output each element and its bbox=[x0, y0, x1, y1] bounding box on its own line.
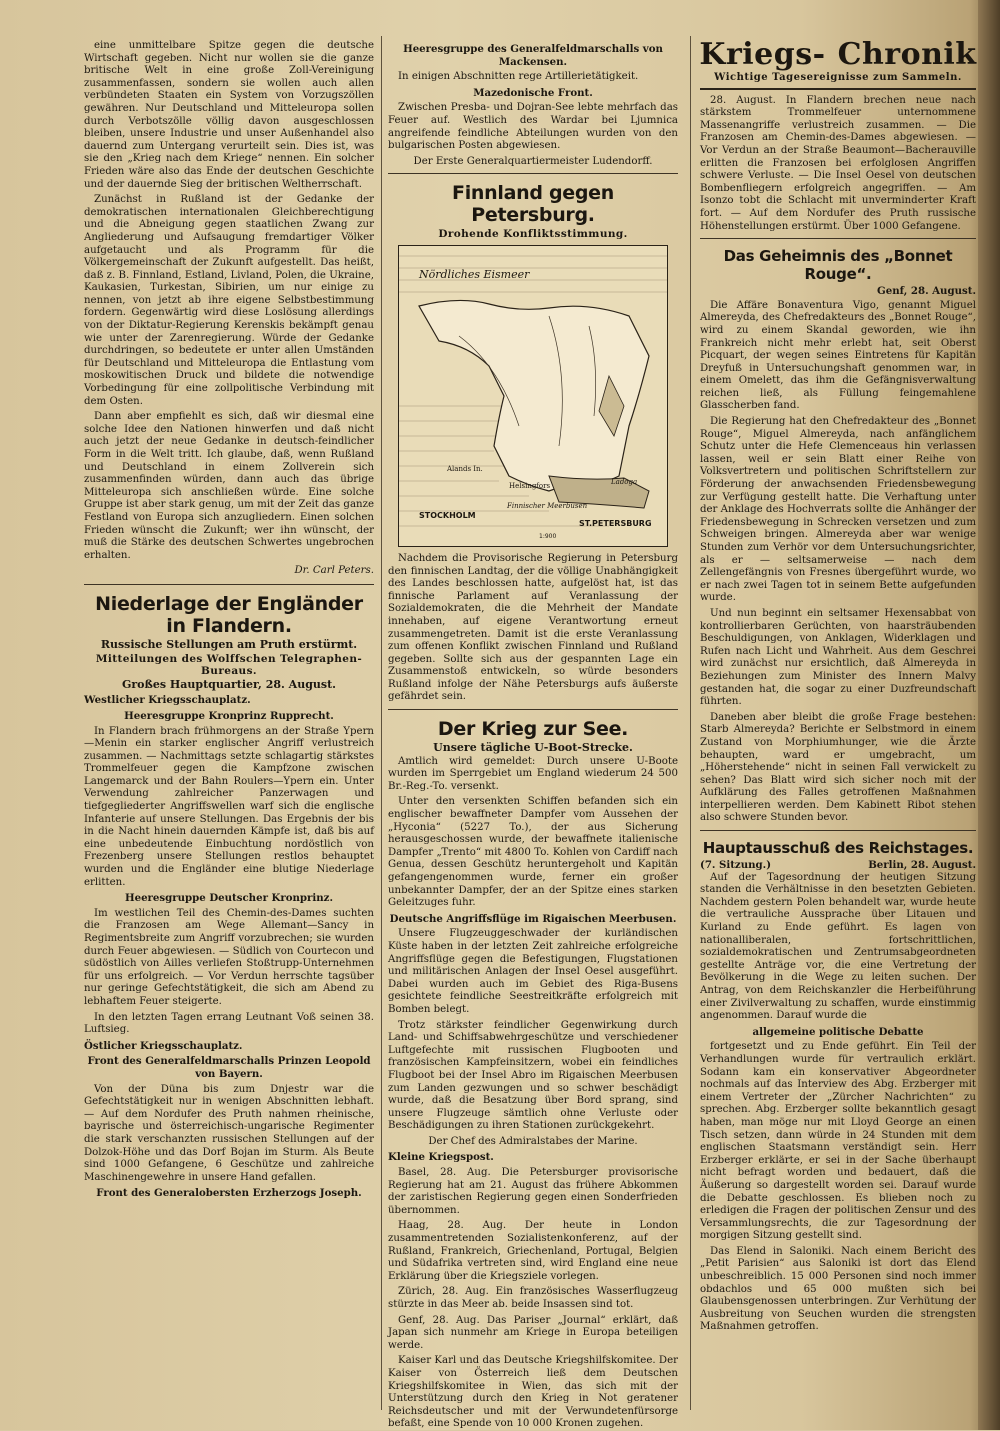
subheadline: Unsere tägliche U-Boot-Strecke. bbox=[433, 741, 633, 755]
news-item: Haag, 28. Aug. Der heute in London zusammentretenden Sozialistenkonferenz, auf der Rußland, Frankreich, Griechenland, Portugal, Belgien und Südafrika vertreten sind, wird England eine neue Erklärung über die Kriegsziele vorlegen. bbox=[388, 1220, 678, 1282]
group-head: Front des Generalfeldmarschalls Prinzen Leopold von Bayern. bbox=[87, 1055, 371, 1080]
headline-finnland: Finnland gegen Petersburg. bbox=[452, 182, 614, 227]
group-head: Deutsche Angriffsflüge im Rigaischen Meerbusen. bbox=[389, 912, 677, 925]
article-paragraph: Zwischen Presba- und Dojran-See lebte mehrfach das Feuer auf. Westlich des Wardar bei Ljumnica angreifende feindliche Abteilungen wurden von den bulgarischen Posten abgewiesen. bbox=[388, 102, 678, 152]
column-rule bbox=[690, 36, 691, 1410]
news-item: Zürich, 28. Aug. Ein französisches Wasserflugzeug stürzte in das Meer ab. beide Insassen sind tot. bbox=[388, 1286, 678, 1310]
dateline: Berlin, 28. August. bbox=[868, 859, 976, 872]
news-item: Das Elend in Saloniki. Nach einem Bericht des „Petit Parisien“ aus Saloniki ist dort das Elend unbeschreiblich. 15 000 Personen sind noch immer obdachlos und 65 000 mußten sich bei Glaubensgenossen unterbringen. Zur Verhütung der Ausbreitung von Seuchen wurden die strengsten Maßnahmen getroffen. bbox=[700, 1245, 976, 1333]
chronik-entry: 28. August. In Flandern brechen neue nach stärkstem Trommelfeuer unternommene Massenangriffe verlustreich zusammen. — Die Franzosen am Chemin-des-Dames abgewiesen. — Vor Verdun an der Straße Beaumont—Bacherauville erlitten die Franzosen bei erfolglosen Angriffen schwere Verluste. — Die Insel Oesel von deutschen Bombenfliegern erfolgreich angegriffen. — Am Isonzo tobt die Schlacht mit unverminderter Kraft fort. — Auf dem Nordufer des Pruth russische Höhenstellungen erstürmt. Über 1000 Gefangene. bbox=[700, 94, 976, 232]
article-paragraph: Auf der Tagesordnung der heutigen Sitzung standen die Verhältnisse in den besetzten Gebieten. Nachdem gestern Polen behandelt war, wurde heute die vertrauliche Aussprache über Litauen und Kurland zu Ende geführt. Es lagen von nationalliberalen, fortschrittlichen, sozialdemokratischen und Zentrumsabgeordneten gestellte Anträge vor, die eine Vertretung der Bevölkerung in die Wege zu leiten suchen. Der Antrag, von dem Reichskanzler die Herbeiführung einer Zivilverwaltung zu schaffen, wurde einstimmig angenommen. Darauf wurde die bbox=[700, 871, 976, 1022]
map-label-aland: Alands In. bbox=[447, 464, 483, 473]
group-head: Front des Generalobersten Erzherzogs Joseph. bbox=[96, 1187, 362, 1200]
column-middle bbox=[388, 40, 678, 1430]
article-paragraph: Unter den versenkten Schiffen befanden sich ein englischer bewaffneter Dampfer vom Aussehen der „Hyconia“ (5227 To.), der aus Sicherung herausgeschossen wurde, der bewaffnete italienische Dampfer „Trento“ mit 4800 To. Kohlen von Cardiff nach Genua, dessen Geschütz heruntergeholt und Kapitän gefangengenommen wurde, ferner ein großer unbekannter Dampfer, der an der Spitze eines starken Geleitzuges fuhr. bbox=[388, 796, 678, 909]
masthead-tagline: Wichtige Tagesereignisse zum Sammeln. bbox=[700, 72, 976, 90]
news-item: Basel, 28. Aug. Die Petersburger provisorische Regierung hat am 21. August das frühere Abkommen der zaristischen Regierung gegen einen Sonderfrieden übernommen. bbox=[388, 1167, 678, 1216]
article-paragraph: Und nun beginnt ein seltsamer Hexensabbat von kontrollierbaren Gerüchten, von haarsträubenden Beschuldigungen, von Anklagen, Widerklagen und Rufen nach Licht und Wahrheit. Aus dem Geschrei wird zunächst nur ersichtlich, daß Almereyda in Beziehungen zum Minister des Innern Malvy gestanden hat, die sogar zu einer Duzfreundschaft führten. bbox=[700, 607, 976, 708]
section-head: Kleine Kriegspost. bbox=[388, 1151, 494, 1164]
article-paragraph: Nachdem die Provisorische Regierung in Petersburg den finnischen Landtag, der die völlige Unabhängigkeit des Landes beschlossen hatte, aufgelöst hat, ist das finnische Parlament auf Veranlassung der Sozialdemokraten, die die Mehrheit der Mandate innehaben, auf eigene Verantwortung erneut zusammengetreten. Damit ist die erste Veranlassung zum offenen Konflikt zwischen Finnland und Rußland gegeben. Sollte sich aus der gespannten Lage ein Zusammenstoß entwickeln, so würde besonders Rußland infolge der Nähe Petersburgs aufs äußerste gefährdet sein. bbox=[388, 552, 678, 703]
author-signature: Dr. Carl Peters. bbox=[294, 565, 374, 577]
article-paragraph: Zunächst in Rußland ist der Gedanke der demokratischen internationalen Gleichberechtigung und die Abneigung gegen staatlichen Zwang zur Angliederung und Aufsaugung fremdartiger Völker aufgetaucht und als Programm für die Völkergemeinschaft der Zukunft aufgestellt. Das heißt, daß z. B. Finnland, Estland, Livland, Polen, die Ukraine, Kaukasien, Turkestan, Sibirien, um nur einige zu nennen, von jetzt ab ihre eigene Selbstbestimmung fordern. Gegenwärtig wird diese Loslösung allerdings von der Diktatur-Regierung Kerenskis bekämpft genau wie unter der Zarenregierung. Würde der Gedanke durchdringen, so bedeutete er unter allen Umständen für Deutschland und Mitteleuropa die Entlastung vom moskowitischen Druck und bildete die notwendige Vorbedingung für eine zollpolitische Verbindung mit dem Osten. bbox=[84, 194, 374, 407]
map-scale: 1:900 bbox=[539, 532, 557, 540]
column-rule bbox=[381, 36, 382, 1410]
column-left bbox=[84, 40, 374, 1412]
article-paragraph: Im westlichen Teil des Chemin-des-Dames suchten die Franzosen am Wege Allemant—Sancy in Regimentsbreite zum Angriff vorzubrechen; sie wurden durch Feuer abgewiesen. — Südlich von Courtecon und südöstlich von Ailles verliefen Stoßtrupp-Unternehmen für uns erfolgreich. — Vor Verdun herrschte tagsüber nur geringe Gefechtstätigkeit, die sich am Abend zu lebhaftem Feuer steigerte. bbox=[84, 907, 374, 1007]
article-paragraph: In den letzten Tagen errang Leutnant Voß seinen 38. Luftsieg. bbox=[84, 1011, 374, 1036]
article-paragraph: Die Regierung hat den Chefredakteur des „Bonnet Rouge“, Miguel Almereyda, nach anfänglichem Schutz unter die Hefe Clemenceaus hin verlassen lassen, weil er sein Blatt einer Reihe von Volksvertretern und politischen Schriftstellern zur Förderung der anwachsenden Friedensbewegung zur Verfügung gestellt hatte. Die Verhaftung unter der Anklage des Hochverrats sollte die Anhänger der Friedensbewegung in Schrecken versetzen und zum Schweigen bringen. Almereyda aber war wenige Stunden zum Verhör vor dem Untersuchungsrichter, als er — seltsamerweise — nach dem Zellengefängnis von Fresnes übergeführt wurde, wo er nach zwei Tagen tot in seinem Bette aufgefunden wurde. bbox=[700, 416, 976, 604]
session-number: (7. Sitzung.) bbox=[700, 859, 772, 872]
article-paragraph: Dann aber empfiehlt es sich, daß wir diesmal eine solche Idee den Nationen hinwerfen und daß nicht auch jetzt der neue Gedanke in deutsch-feindlicher Form in die Welt tritt. Ich glaube, daß, wenn Rußland und Deutschland in einem Zollverein sich zusammenfinden würden, dann auch das übrige Mitteleuropa sich anschließen würde. Eine solche Gruppe ist aber stark genug, um mit der Zeit das ganze Festland von Europa sich anzugliedern. Einen solchen Frieden wünscht die Zukunft; wer ihn wünscht, der muß die Stärke des deutschen Schwertes ungebrochen erhalten. bbox=[84, 411, 374, 561]
divider bbox=[388, 709, 678, 710]
group-head: Heeresgruppe des Generalfeldmarschalls von Mackensen. bbox=[403, 43, 663, 68]
map-label-ladoga: Ladoga bbox=[611, 477, 638, 486]
section-head: Westlicher Kriegsschauplatz. bbox=[84, 694, 251, 707]
dateline: Großes Hauptquartier, 28. August. bbox=[121, 677, 336, 691]
headline-bonnet: Das Geheimnis des „Bonnet Rouge“. bbox=[723, 247, 953, 284]
map-label-petersburg: ST.PETERSBURG bbox=[579, 518, 652, 528]
dateline: Genf, 28. August. bbox=[877, 285, 976, 298]
group-head: Heeresgruppe Kronprinz Rupprecht. bbox=[124, 709, 334, 722]
article-paragraph: Von der Düna bis zum Dnjestr war die Gefechtstätigkeit nur in wenigen Abschnitten lebhaft. — Auf dem Nordufer des Pruth nahmen rheinische, bayrische und österreichisch-ungarische Regimenter die stark verschanzten russischen Stellungen auf der Dolzok-Höhe und das Dorf Bojan im Sturm. Als Beute sind 1000 Gefangene, 6 Geschütze und zahlreiche Maschinengewehre in unsere Hand gefallen. bbox=[84, 1083, 374, 1183]
article-paragraph: In einigen Abschnitten rege Artillerietätigkeit. bbox=[398, 71, 639, 83]
section-head: Östlicher Kriegsschauplatz. bbox=[84, 1039, 243, 1052]
subheadline: Drohende Konfliktsstimmung. bbox=[438, 228, 628, 241]
headline-see: Der Krieg zur See. bbox=[437, 718, 629, 741]
map-label-sea: Nördliches Eismeer bbox=[419, 267, 530, 281]
article-paragraph: In Flandern brach frühmorgens an der Straße Ypern—Menin ein starker englischer Angriff verlustreich zusammen. — Nachmittags setzte schlagartig stärkstes Trommelfeuer gegen die Kampfzone zwischen Langemarck und der Bahn Roulers—Ypern ein. Unter Verwendung zahlreicher Panzerwagen und tiefgegliederter Angriffswellen warf sich die englische Infanterie auf unsere Stellungen. Das Ergebnis der bis in die Nacht hinein dauernden Kämpfe ist, daß bis auf eine unbedeutende Einbuchtung nordöstlich von Frezenberg unsere Stellungen restlos behauptet wurden und die Engländer eine blutige Niederlage erlitten. bbox=[84, 725, 374, 888]
masthead-left: Kriegs- bbox=[699, 36, 826, 72]
column-right bbox=[699, 36, 977, 1412]
article-paragraph: Daneben aber bleibt die große Frage bestehen: Starb Almereyda? Berichte er Selbstmord in einem Zustand von Morphiumhunger, wie die Ärzte behaupten, ward er umgebracht, um „Höherstehende“ nicht in seinen Fall verwickelt zu sehen? Das Blatt wird sich sicher noch mit der Aufklärung des Falles getroffenen Maßnahmen interpellieren werden. Dem Kabinett Ribot stehen also schwere Stunden bevor. bbox=[700, 711, 976, 824]
masthead-right: Chronik bbox=[837, 36, 977, 72]
signature-admiral: Der Chef des Admiralstabes der Marine. bbox=[428, 1135, 638, 1147]
article-paragraph: Unsere Flugzeuggeschwader der kurländischen Küste haben in der letzten Zeit zahlreiche erfolgreiche Angriffsflüge gegen die Befestigungen, Flugstationen und militärischen Anlagen der Insel Oesel ausgeführt. Dabei wurden auch im Gebiet des Riga-Busens gesichtete feindliche Seestreitkräfte erfolgreich mit Bomben belegt. bbox=[388, 928, 678, 1015]
article-paragraph: eine unmittelbare Spitze gegen die deutsche Wirtschaft gegeben. Nicht nur wollen sie die ganze britische Welt in eine große Zoll-Vereinigung zusammenfassen, sondern sie wollen auch allen verbündeten Staaten ein System von Vorzugszöllen gewähren. Nur Deutschland und Mitteleuropa sollen durch Verbotszölle völlig davon ausgeschlossen bleiben, unsere Industrie und unser Außenhandel also dauernd zum Untergang verurteilt sein. Dies ist, was sie den „Krieg nach dem Kriege“ nennen. Ein solcher Frieden wäre also das Ende der deutschen Geschichte und der dauernde Sieg der britischen Weltherrschaft. bbox=[84, 40, 374, 190]
article-paragraph: Die Affäre Bonaventura Vigo, genannt Miguel Almereyda, des Chefredakteurs des „Bonnet Rouge“, wird zu einem Skandal geworden, wie ihn Frankreich nicht mehr erlebt hat, seit Oberst Picquart, der wegen seines Eintretens für Kapitän Dreyfuß in Untersuchungshaft genommen war, in einem Omelett, das ihm die Gefängnisverwaltung reichen ließ, als Füllung feingemahlene Glasscherben fand. bbox=[700, 299, 976, 412]
source-line: Mitteilungen des Wolffschen Telegraphen-Bureaus. bbox=[95, 652, 363, 678]
page-binding-edge bbox=[978, 0, 1000, 1430]
news-item: Genf, 28. Aug. Das Pariser „Journal“ erklärt, daß Japan sich nunmehr am Kriege in Europa beteiligen werde. bbox=[388, 1314, 678, 1351]
group-head: Mazedonische Front. bbox=[473, 86, 593, 99]
divider bbox=[84, 584, 374, 585]
divider bbox=[700, 830, 976, 831]
news-item: Kaiser Karl und das Deutsche Kriegshilfskomitee. Der Kaiser von Österreich ließ dem Deutschen Kriegshilfskomitee in Wien, das sich mit der Unterstützung durch den Krieg in Not geratener Reichsdeutscher und mit der Verwundetenfürsorge befaßt, eine Spende von 10 000 Kronen zugehen. bbox=[388, 1355, 678, 1430]
divider bbox=[388, 173, 678, 174]
article-paragraph: Trotz stärkster feindlicher Gegenwirkung durch Land- und Schiffsabwehrgeschütze und verschiedener Luftgefechte mit russischen Flugbooten und französischen Kampfeinsitzern, wobei ein feindliches Flugboot bei der Insel Abro im Rigaischen Meerbusen zum Landen gezwungen und so schwer beschädigt wurde, daß die Besatzung über Bord sprang, sind unsere Flugzeuge sämtlich ohne Verluste oder Beschädigungen zu ihren Stationen zurückgekehrt. bbox=[388, 1019, 678, 1132]
article-paragraph: Amtlich wird gemeldet: Durch unsere U-Boote wurden im Sperrgebiet um England wiederum 24 500 Br.-Reg.-To. versenkt. bbox=[388, 755, 678, 792]
map-label-finnischer-meerbusen: Finnischer Meerbusen bbox=[507, 501, 588, 510]
map-drawing bbox=[399, 246, 667, 546]
headline-hauptausschuss: Hauptausschuß des Reichstages. bbox=[702, 839, 974, 858]
group-head: allgemeine politische Debatte bbox=[752, 1025, 924, 1038]
map-label-helsingfors: Helsingfors bbox=[509, 481, 551, 490]
group-head: Heeresgruppe Deutscher Kronprinz. bbox=[124, 892, 334, 905]
map-finland bbox=[398, 245, 668, 547]
masthead bbox=[699, 36, 977, 72]
divider bbox=[700, 238, 976, 239]
article-paragraph: fortgesetzt und zu Ende geführt. Ein Teil der Verhandlungen wurde für vertraulich erklärt. Sodann kam ein konservativer Abgeordneter nochmals auf das Interview des Abg. Erzberger mit einem Vertreter der „Zürcher Nachrichten“ zu sprechen. Abg. Erzberger sollte bekanntlich gesagt haben, man möge nur mit Lloyd George an einen Tisch setzen, dann würde in 24 Stunden mit dem englischen Staatsmann verständigt sein. Herr Erzberger erklärte, er sei in der Sache überhaupt nicht befragt worden und bedauert, daß die Äußerung so dargestellt worden sei. Darauf wurde die Debatte geschlossen. Es blieben noch zu erledigen die Fragen der politischen Zensur und des Versammlungsrechts, die zur Tagesordnung der morgigen Sitzung gestellt sind. bbox=[700, 1041, 976, 1242]
session-line bbox=[700, 859, 976, 872]
headline-flandern: Niederlage der Engländer in Flandern. bbox=[95, 592, 363, 637]
map-label-stockholm: STOCKHOLM bbox=[419, 510, 476, 520]
signature-ludendorff: Der Erste Generalquartiermeister Ludendorff. bbox=[413, 155, 653, 167]
subheadline: Russische Stellungen am Pruth erstürmt. bbox=[100, 637, 358, 651]
